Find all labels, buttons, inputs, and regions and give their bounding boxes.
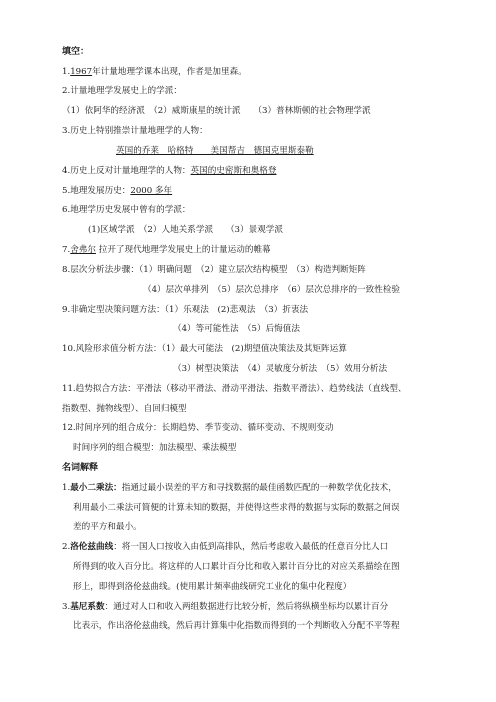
entry-1-text: 指通过最小误差的平方和寻找数据的最佳函数匹配的一种数学优化技术， — [121, 483, 397, 493]
entry-2-term: 洛伦兹曲线 — [70, 542, 114, 552]
item-9: 9.非确定型决策问题方法：（1）乐观法 (2)悲观法 （3）折衷法 — [62, 305, 309, 315]
item-7-text: 拉开了现代地理学发展史上的计量运动的帷幕 — [96, 245, 271, 255]
item-2-schools: （1）依阿华的经济派 （2）威斯康星的统计派 （3）普林斯顿的社会物理学派 — [62, 106, 371, 116]
item-5-text: 5.地理发展历史： — [62, 186, 131, 196]
item-4-text: 4.历史上反对计量地理学的人物： — [62, 166, 191, 176]
item-7 — [62, 245, 271, 256]
item-6-schools: (1)区域学派 （2）人地关系学派 （3）景观学派 — [88, 225, 283, 235]
entry-2-num: 2. — [62, 542, 71, 552]
glossary-entry-2 — [62, 542, 388, 553]
item-1 — [62, 67, 247, 78]
item-4-names: 英国的史密斯和奥格登 — [190, 166, 277, 176]
item-2: 2.计量地理学发展史上的学派： — [62, 86, 182, 96]
entry-2-cont-2: 形上，即得到洛伦兹曲线。(使用累计频率曲线研究工业化的集中化程度） — [73, 582, 352, 592]
section-heading-glossary: 名词解释 — [62, 463, 99, 473]
item-12-cont: 时间序列的组合模型：加法模型、乘法模型 — [73, 443, 237, 453]
entry-2-cont-1: 所得到的收入百分比。将这样的人口累计百分比和收入累计百分比的对应关系描绘在图 — [73, 562, 400, 572]
item-7-name: 舍弗尔 — [70, 245, 96, 255]
entry-3-num: 3. — [62, 602, 71, 612]
item-1-num: 1. — [62, 67, 71, 77]
entry-1-term: 最小二乘法： — [70, 483, 122, 493]
item-12: 12.时间序列的组合成分：长期趋势、季节变动、循环变动、不规则变动 — [62, 423, 334, 433]
item-9-cont: （4）等可能性法 （5）后悔值法 — [173, 324, 300, 334]
entry-3-term: 基尼系数 — [70, 602, 105, 612]
entry-3-text: ：通过对人口和收入两组数据进行比较分析，然后将纵横坐标均以累计百分 — [104, 602, 389, 612]
glossary-entry-3 — [62, 602, 388, 613]
glossary-entry-1 — [62, 483, 397, 494]
item-10: 10.风险形求值分析方法：（1）最大可能法 (2)期望值决策法及其矩阵运算 — [62, 344, 347, 354]
entry-1-cont-2: 差的平方和最小。 — [73, 522, 142, 532]
entry-3-cont-1: 比表示，作出洛伦兹曲线，然后再计算集中化指数而得到的一个判断收入分配不平等程 — [73, 621, 400, 631]
item-3-names: 英国的乔莱 哈格特 美国帮吉 德国克里斯泰勒 — [116, 146, 314, 156]
entry-1-cont-1: 利用最小二乘法可简便的计算未知的数据，并使得这些求得的数据与实际的数据之间误 — [73, 503, 400, 513]
entry-1-num: 1. — [62, 483, 71, 493]
item-1-year: 1967 — [70, 67, 93, 77]
item-5-value: 2000 多年 — [130, 186, 173, 196]
item-10-cont: （3）树型决策法 （4）灵敏度分析法 （5）效用分析法 — [173, 364, 388, 374]
section-heading-fill-in: 填空： — [62, 47, 90, 57]
item-11-cont: 指数型、抛物线型）、自回归模型 — [62, 404, 187, 414]
entry-2-text: ：将一国人口按收入由低到高排队，然后考虑收入最低的任意百分比人口 — [113, 542, 389, 552]
item-4 — [62, 166, 276, 177]
item-1-text: 年计量地理学课本出现，作者是加里森。 — [92, 67, 247, 77]
item-7-num: 7. — [62, 245, 71, 255]
item-8-cont: （4）层次单排列 （5）层次总排序 （6）层次总排序的一致性检验 — [143, 285, 401, 295]
item-3: 3.历史上特别推崇计量地理学的人物： — [62, 126, 208, 136]
item-5 — [62, 186, 172, 197]
item-11: 11.趋势拟合方法：平滑法（移动平滑法、滑动平滑法、指数平滑法）、趋势线法（直线型、 — [62, 384, 407, 394]
item-6: 6.地理学历史发展中曾有的学派： — [62, 205, 191, 215]
item-8: 8.层次分析法步骤：（1）明确问题 （2）建立层次结构模型 （3）构造判断矩阵 — [62, 265, 366, 275]
